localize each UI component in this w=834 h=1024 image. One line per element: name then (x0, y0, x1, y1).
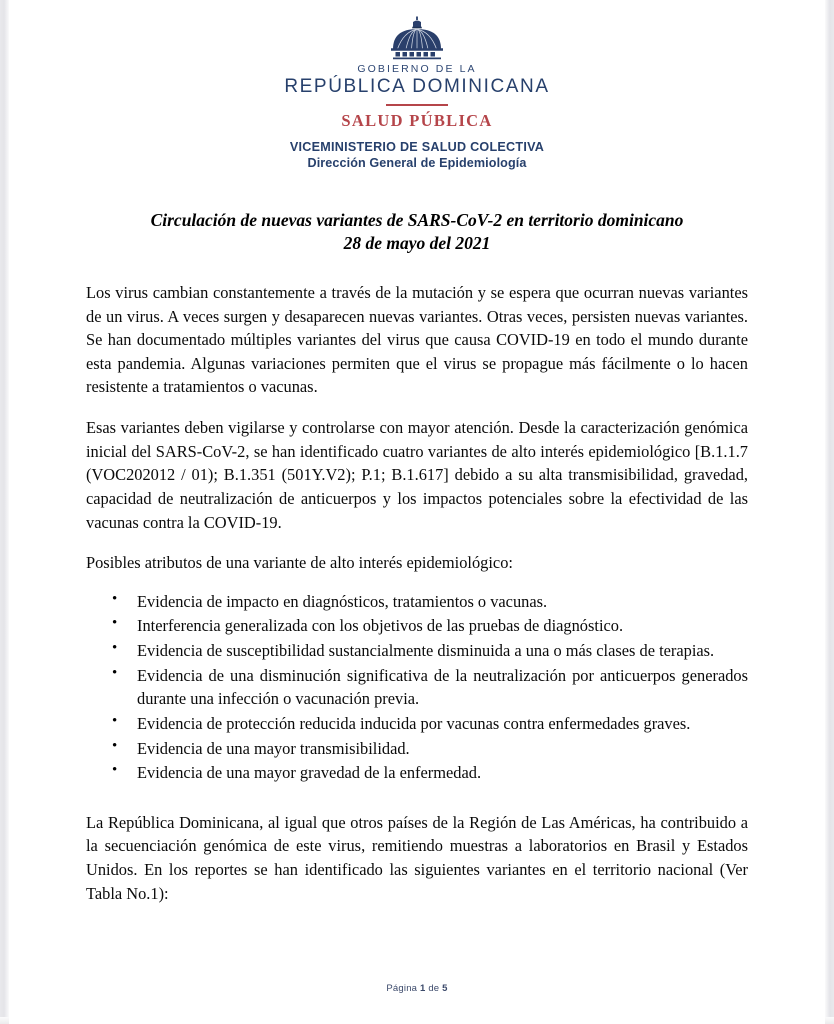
list-item: • Evidencia de una mayor transmisibilidad. (86, 737, 748, 761)
document-header (9, 0, 825, 170)
list-item: • Evidencia de una mayor gravedad de la enfermedad. (86, 761, 748, 785)
country-line: REPÚBLICA DOMINICANA (284, 76, 550, 97)
paragraph-1: Los virus cambian constantemente a través de la mutación y se espera que ocurran nuevas variantes de un virus. A veces surgen y desaparecen nuevas variantes. Otras veces, persisten nuevas variantes. Se han documentado múltiples variantes del virus que causa COVID-19 en todo el mundo durante esta pandemia. Algunas variaciones permiten que el virus se propague más fácilmente o lo hacen resistente a tratamientos o vacunas. (86, 282, 748, 397)
footer-prefix: Página (386, 983, 420, 994)
viceministry-line: VICEMINISTERIO DE SALUD COLECTIVA (289, 140, 545, 155)
paragraph-2: Esas variantes deben vigilarse y controlarse con mayor atención. Desde la caracterización genómica inicial del SARS-CoV-2, se han identificado cuatro variantes de alto interés epidemiológico [B.1.1.7 (VOC202012 / 01); B.1.351 (501Y.V2); P.1; B.1.617] debido a su alta transmisibilidad, gravedad, capacidad de neutralización de anticuerpos y los impactos potenciales sobre la efectividad de las vacunas contra la COVID-19. (86, 418, 748, 532)
page-right-edge (825, 0, 834, 1024)
page-sheet (9, 0, 825, 1024)
attributes-list (86, 590, 748, 785)
page-footer (9, 983, 825, 994)
government-line: GOBIERNO DE LA (357, 63, 477, 75)
list-item: • Evidencia de protección reducida inducida por vacunas contra enfermedades graves. (86, 712, 748, 736)
document-title (79, 209, 755, 255)
document-title-line-2: 28 de mayo del 2021 (343, 233, 491, 254)
ministry-line: SALUD PÚBLICA (341, 111, 493, 131)
paragraph-3: La República Dominicana, al igual que otros países de la Región de Las Américas, ha contribuido a la secuenciación genómica de este virus, remitiendo muestras a laboratorios en Brasil y Estados Unidos. En los reportes se han identificado las siguientes variantes en el territorio nacional (Ver Tabla No.1): (86, 812, 748, 903)
document-title-line-1: Circulación de nuevas variantes de SARS-CoV-2 en territorio dominicano (150, 210, 684, 231)
footer-middle: de (425, 983, 443, 994)
document-body (86, 281, 748, 905)
header-divider (386, 104, 448, 106)
footer-page-number: 1 (420, 983, 426, 994)
dome-emblem-icon (384, 16, 450, 60)
footer-total-pages: 5 (442, 983, 448, 994)
list-item: • Evidencia de impacto en diagnósticos, tratamientos o vacunas. (86, 590, 748, 614)
page-left-edge (0, 0, 9, 1024)
list-intro: Posibles atributos de una variante de alto interés epidemiológico: (86, 553, 513, 573)
list-item: • Evidencia de una disminución significativa de la neutralización por anticuerpos generados durante una infección o vacunación previa. (86, 664, 748, 711)
list-item: • Interferencia generalizada con los objetivos de las pruebas de diagnóstico. (86, 614, 748, 638)
list-item: • Evidencia de susceptibilidad sustancialmente disminuida a una o más clases de terapias. (86, 639, 748, 663)
direction-line: Dirección General de Epidemiología (307, 156, 527, 171)
